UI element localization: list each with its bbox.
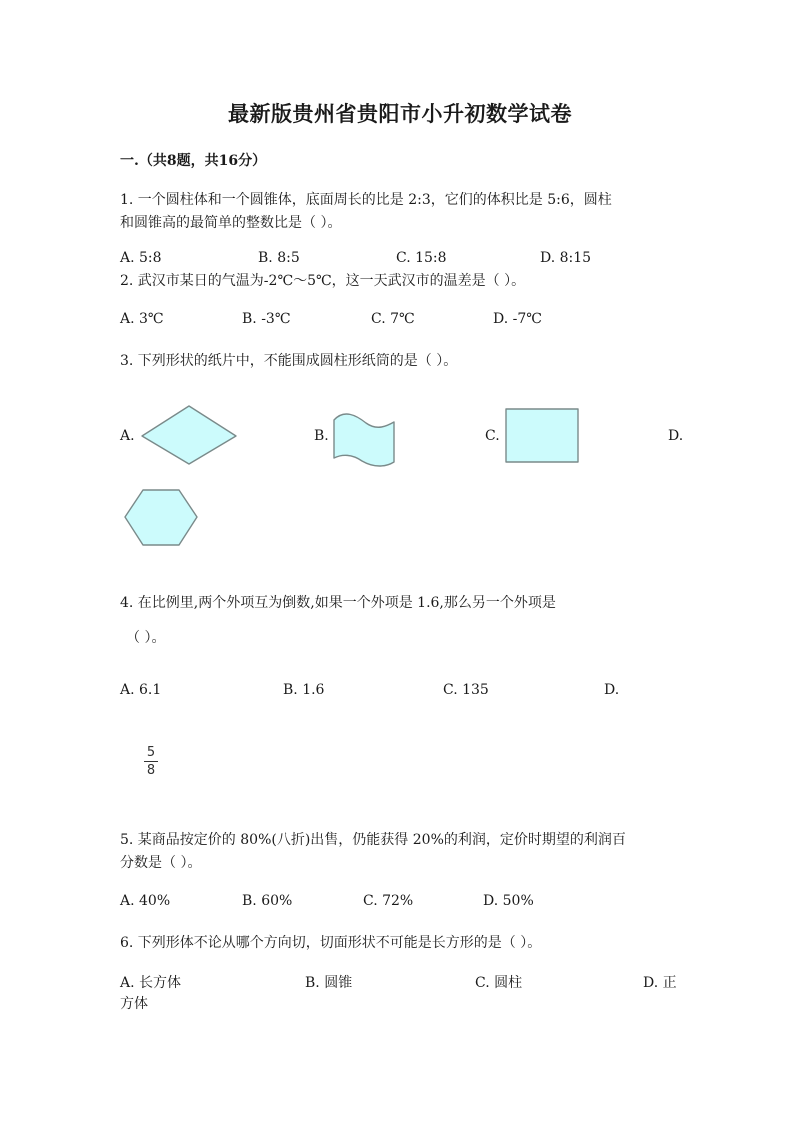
q2-stem: 2. 武汉市某日的气温为-2℃～5℃，这一天武汉市的温差是（ ）。 bbox=[120, 273, 526, 289]
q3-option-a: A. bbox=[120, 428, 135, 444]
rhombus-shape bbox=[142, 406, 236, 464]
q4-stem-line2: （ ）。 bbox=[126, 630, 166, 646]
q5-option-d: D. 50% bbox=[483, 893, 534, 909]
q6-option-b: B. 圆锥 bbox=[305, 975, 353, 991]
page-title: 最新版贵州省贵阳市小升初数学试卷 bbox=[228, 101, 572, 126]
fraction-numerator: 5 bbox=[146, 745, 156, 760]
q4-option-d: D. bbox=[604, 682, 620, 698]
q1-option-d: D. 8:15 bbox=[540, 250, 592, 266]
q3-option-b: B. bbox=[314, 428, 329, 444]
q4-option-c: C. 135 bbox=[443, 682, 489, 698]
rectangle-shape bbox=[506, 409, 578, 462]
q5-option-c: C. 72% bbox=[363, 893, 414, 909]
q2-option-b: B. -3℃ bbox=[242, 311, 291, 327]
fraction-denominator: 8 bbox=[146, 763, 156, 778]
q2-option-d: D. -7℃ bbox=[493, 311, 542, 327]
q2-option-a: A. 3℃ bbox=[120, 311, 164, 327]
section-heading: 一.（共8题，共16分） bbox=[120, 153, 267, 169]
q6-option-d-continued: 方体 bbox=[120, 996, 148, 1012]
q3-option-d: D. bbox=[668, 428, 684, 444]
q2-option-c: C. 7℃ bbox=[371, 311, 415, 327]
hexagon-shape bbox=[125, 490, 197, 545]
q5-option-b: B. 60% bbox=[242, 893, 293, 909]
q5-option-a: A. 40% bbox=[120, 893, 171, 909]
q4-option-b: B. 1.6 bbox=[283, 682, 325, 698]
q6-option-a: A. 长方体 bbox=[120, 975, 182, 991]
q3-option-c: C. bbox=[485, 428, 500, 444]
q5-stem-line2: 分数是（ ）。 bbox=[120, 855, 202, 871]
q6-option-c: C. 圆柱 bbox=[475, 975, 523, 991]
q6-stem: 6. 下列形体不论从哪个方向切，切面形状不可能是长方形的是（ ）。 bbox=[120, 935, 542, 951]
fraction-bar bbox=[144, 761, 158, 762]
q3-stem: 3. 下列形状的纸片中，不能围成圆柱形纸筒的是（ ）。 bbox=[120, 353, 458, 369]
q4-stem-line1: 4. 在比例里,两个外项互为倒数,如果一个外项是 1.6,那么另一个外项是 bbox=[120, 595, 556, 611]
q1-option-c: C. 15:8 bbox=[396, 250, 447, 266]
q4-option-d-fraction bbox=[144, 745, 158, 778]
q1-option-b: B. 8:5 bbox=[258, 250, 300, 266]
q5-stem-line1: 5. 某商品按定价的 80%(八折)出售，仍能获得 20%的利润，定价时期望的利润百 bbox=[120, 832, 626, 848]
q1-option-a: A. 5:8 bbox=[120, 250, 162, 266]
q4-option-a: A. 6.1 bbox=[120, 682, 162, 698]
q1-stem-line2: 和圆锥高的最简单的整数比是（ ）。 bbox=[120, 215, 342, 231]
wavy-banner-shape bbox=[334, 414, 394, 466]
q6-option-d: D. 正 bbox=[643, 975, 677, 991]
q1-stem-line1: 1. 一个圆柱体和一个圆锥体，底面周长的比是 2:3，它们的体积比是 5:6，圆柱 bbox=[120, 192, 612, 208]
